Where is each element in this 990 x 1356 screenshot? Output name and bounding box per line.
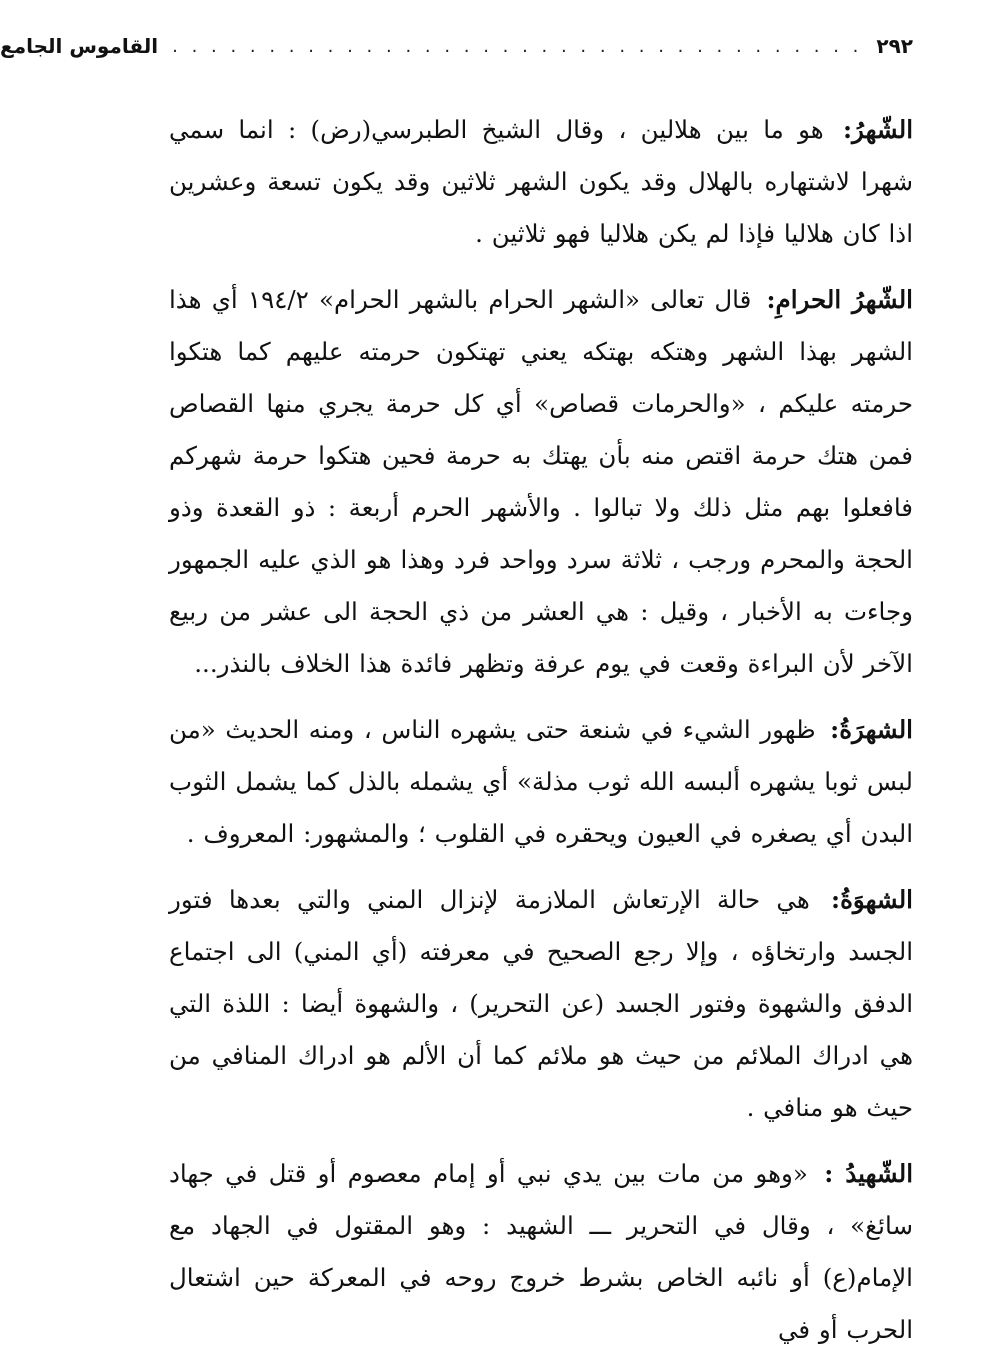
- definition-text: هي حالة الإرتعاش الملازمة لإنزال المني والتي بعدها فتور الجسد وارتخاؤه ، وإلا رجع الصحيح في معرفته (أي المني) الى اجتماع الدفق والشهوة وفتور الجسد (عن التحرير) ، والشهوة أيضا : اللذة التي هي ادراك الملائم من حيث هو ملائم كما أن الألم هو ادراك المنافي من حيث هو منافي .: [169, 885, 913, 1122]
- definition-text: قال تعالى «الشهر الحرام بالشهر الحرام» ١٩٤/٢ أي هذا الشهر بهذا الشهر وهتكه بهتكه يعني تهتكون حرمته عليهم كما هتكوا حرمته عليكم ، «والحرمات قصاص» أي كل حرمة يجري منها القصاص فمن هتك حرمة اقتص منه بأن يهتك به حرمة فحين هتكوا حرمة شهركم فافعلوا بهم مثل ذلك ولا تبالوا . والأشهر الحرم أربعة : ذو القعدة وذو الحجة والمحرم ورجب ، ثلاثة سرد وواحد فرد وهذا هو الذي عليه الجمهور وجاءت به الأخبار ، وقيل : هي العشر من ذي الحجة الى عشر من ربيع الآخر لأن البراءة وقعت في يوم عرفة وتظهر فائدة هذا الخلاف بالنذر...: [169, 285, 913, 678]
- running-header: [0, 26, 913, 66]
- definition-text: «وهو من مات بين يدي نبي أو إمام معصوم أو قتل في جهاد سائغ» ، وقال في التحرير ـــ الشهيد : وهو المقتول في الجهاد مع الإمام(ع) أو نائبه الخاص بشرط خروج روحه في المعركة حين اشتعال الحرب أو في: [169, 1159, 913, 1344]
- dictionary-entry-sacred-month: [169, 274, 913, 690]
- dictionary-entry-martyr: [169, 1148, 913, 1356]
- dictionary-entry-fame: [169, 704, 913, 860]
- headword: الشّهرُ:: [843, 115, 913, 144]
- dictionary-entry-desire: [169, 874, 913, 1134]
- book-title: القاموس الجامع: [0, 34, 159, 58]
- headword: الشّهرُ الحرامِ:: [766, 285, 913, 314]
- definition-text: هو ما بين هلالين ، وقال الشيخ الطبرسي(رض) : انما سمي شهرا لاشتهاره بالهلال وقد يكون الشهر ثلاثين وقد يكون تسعة وعشرين اذا كان هلاليا فإذا لم يكن هلاليا فهو ثلاثين .: [169, 115, 913, 248]
- dictionary-entry-month: [169, 104, 913, 260]
- header-dot-leader: . . . . . . . . . . . . . . . . . . . . . . . . . . . . . . . . . . . .: [172, 35, 863, 57]
- dictionary-page: [0, 26, 913, 1344]
- headword: الشهوَةُ:: [831, 885, 913, 914]
- definition-text: ظهور الشيء في شنعة حتى يشهره الناس ، ومنه الحديث «من لبس ثوبا يشهره ألبسه الله ثوب مذلة» أي يشمله بالذل كما يشمل الثوب البدن أي يصغره في العيون ويحقره في القلوب ؛ والمشهور: المعروف .: [169, 715, 913, 848]
- headword: الشّهيدُ :: [824, 1159, 913, 1188]
- headword: الشهرَةُ:: [830, 715, 913, 744]
- page-number: ٢٩٢: [876, 34, 913, 58]
- dictionary-entries: [169, 104, 913, 1356]
